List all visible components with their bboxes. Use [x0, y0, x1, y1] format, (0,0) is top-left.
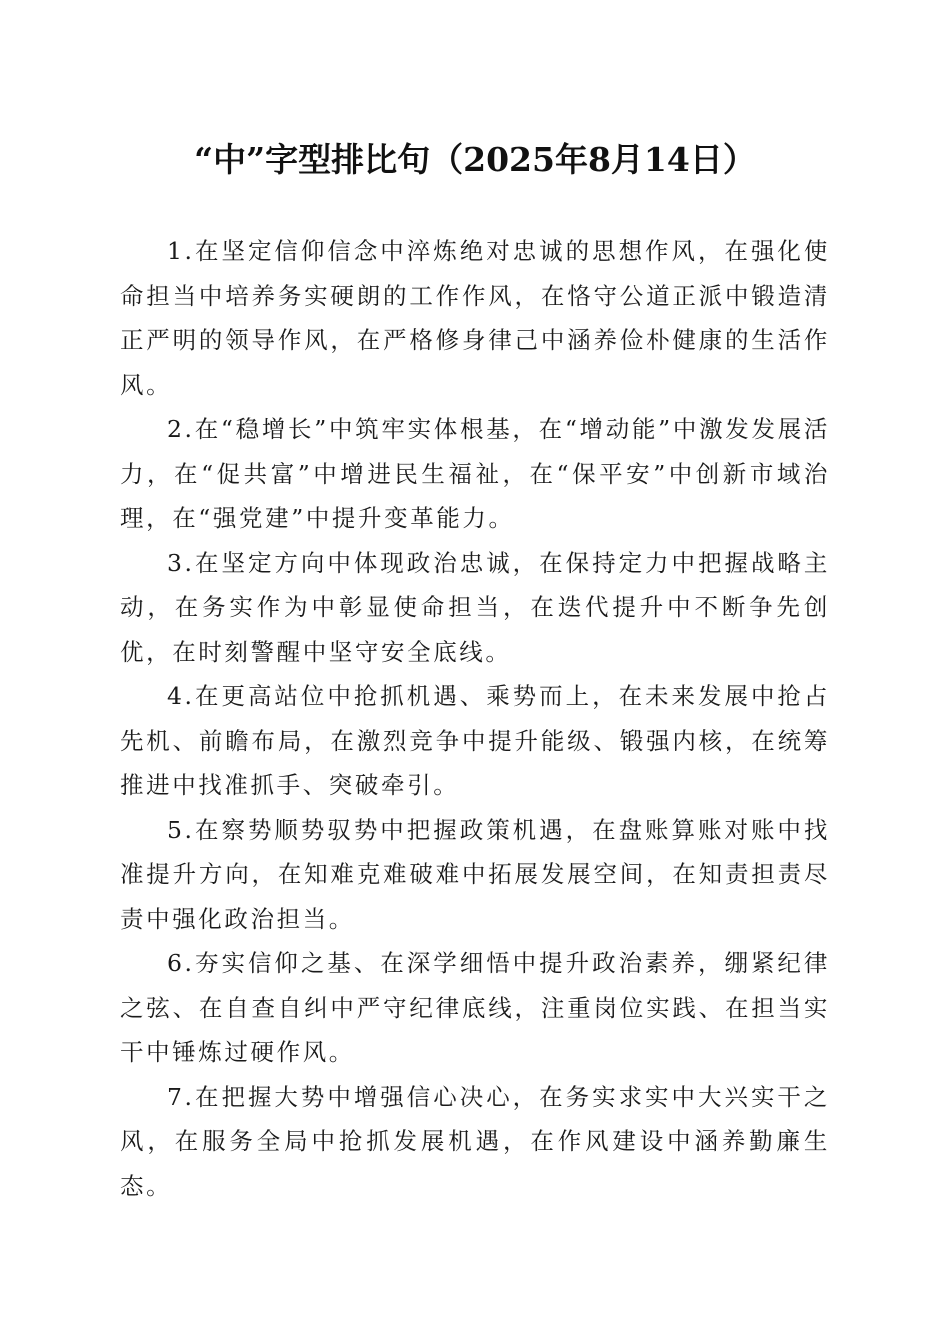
paragraph-6: 6.夯实信仰之基、在深学细悟中提升政治素养，绷紧纪律之弦、在自查自纠中严守纪律底线，注重岗位实践、在担当实干中锤炼过硬作风。 [120, 949, 830, 1066]
paragraph-3: 3.在坚定方向中体现政治忠诚，在保持定力中把握战略主动，在务实作为中彰显使命担当，在迭代提升中不断争先创优，在时刻警醒中坚守安全底线。 [120, 548, 830, 666]
paragraph-7: 7.在把握大势中增强信心决心，在务实求实中大兴实干之风，在服务全局中抢抓发展机遇，在作风建设中涵养勤廉生态。 [120, 1082, 830, 1200]
paragraph-4: 4.在更高站位中抢抓机遇、乘势而上，在未来发展中抢占先机、前瞻布局，在激烈竞争中提升能级、锻强内核，在统筹推进中找准抓手、突破牵引。 [120, 682, 830, 799]
paragraph-1: 1.在坚定信仰信念中淬炼绝对忠诚的思想作风，在强化使命担当中培养务实硬朗的工作作风，在恪守公道正派中锻造清正严明的领导作风，在严格修身律己中涵养俭朴健康的生活作风。 [120, 237, 830, 399]
paragraph-5: 5.在察势顺势驭势中把握政策机遇，在盘账算账对账中找准提升方向，在知难克难破难中拓展发展空间，在知责担责尽责中强化政治担当。 [120, 815, 830, 933]
document-title: “中”字型排比句（2025年8月14日） [194, 140, 756, 179]
document-body [120, 229, 830, 1208]
paragraph-2: 2.在“稳增长”中筑牢实体根基，在“增动能”中激发发展活力，在“促共富”中增进民生福祉，在“保平安”中创新市域治理，在“强党建”中提升变革能力。 [120, 415, 830, 532]
